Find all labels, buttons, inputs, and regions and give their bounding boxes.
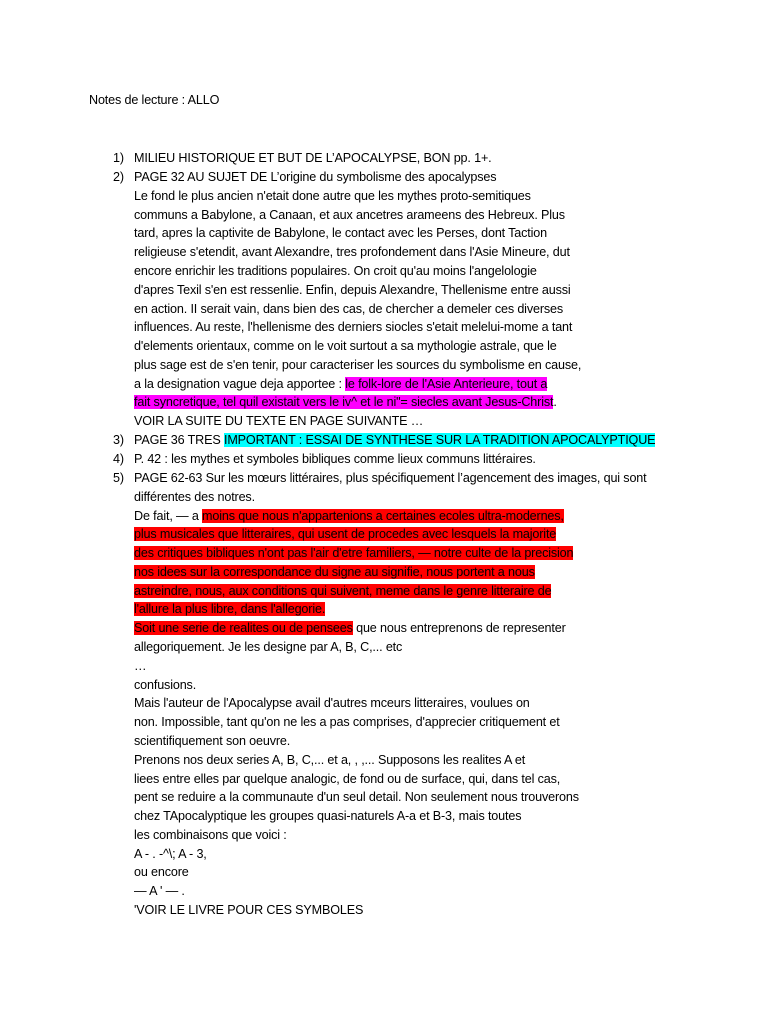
quote-line-highlighted — [134, 600, 325, 619]
ellipsis-line: … — [134, 659, 147, 673]
list-number-5: 5) — [113, 471, 124, 485]
quote-line: d'elements orientaux, comme on le voit surtout a sa mythologie astrale, que le — [134, 339, 557, 353]
list-number-4: 4) — [113, 452, 124, 466]
quote-text: De fait, — a — [134, 509, 203, 523]
quote-line-highlighted — [134, 375, 547, 394]
quote-text: que nous entreprenons de representer — [352, 621, 566, 635]
list-number-1: 1) — [113, 151, 124, 165]
quote-line: Le fond le plus ancien n'etait done autre que les mythes proto-semitiques — [134, 189, 531, 203]
document-title: Notes de lecture : ALLO — [89, 93, 220, 107]
quote-line: confusions. — [134, 678, 197, 692]
list-item-1-text: MILIEU HISTORIQUE ET BUT DE L’APOCALYPSE, BON pp. 1+. — [134, 151, 492, 165]
quote-line: religieuse s'etendit, avant Alexandre, tres profondement dans l'Asie Mineure, dut — [134, 245, 570, 259]
quote-line-highlighted — [134, 582, 551, 601]
magenta-highlight: fait syncretique, tel quil existait vers le iv^ et le ni"= siecles avant Jesus-Christ — [134, 395, 554, 409]
quote-line-highlighted — [134, 393, 557, 412]
red-highlight: Soit une serie de realites ou de pensees — [134, 621, 353, 635]
quote-text: a la designation vague deja apportee : — [134, 377, 346, 391]
red-highlight: moins que nous n'appartenions a certaines ecoles ultra-modernes, — [202, 509, 564, 523]
list-item-5-heading: PAGE 62-63 Sur les mœurs littéraires, plus spécifiquement l’agencement des images, qui sont — [134, 471, 647, 485]
quote-line: allegoriquement. Je les designe par A, B, C,... etc — [134, 640, 403, 654]
list-number-3: 3) — [113, 433, 124, 447]
quote-line: plus sage est de s'en tenir, pour caracteriser les sources du symbolisme en cause, — [134, 358, 582, 372]
quote-line: influences. Au reste, l'hellenisme des derniers siocles s'etait melelui-mome a tant — [134, 320, 573, 334]
quote-text: . — [553, 395, 557, 409]
quote-line: scientifiquement son oeuvre. — [134, 734, 291, 748]
quote-line: ou encore — [134, 865, 189, 879]
quote-line: Mais l'auteur de l'Apocalypse avail d'autres mceurs litteraires, voulues on — [134, 696, 530, 710]
closing-note: 'VOIR LE LIVRE POUR CES SYMBOLES — [134, 903, 364, 917]
quote-line: chez TApocalyptique les groupes quasi-naturels A-a et B-3, mais toutes — [134, 809, 522, 823]
quote-line: communs a Babylone, a Canaan, et aux ancetres arameens des Hebreux. Plus — [134, 208, 565, 222]
quote-line: liees entre elles par quelque analogic, de fond ou de surface, qui, dans tel cas, — [134, 772, 561, 786]
magenta-highlight: le folk-lore de l'Asie Anterieure, tout a — [345, 377, 548, 391]
red-highlight: des critiques bibliques n'ont pas l'air d'etre familiers, — notre culte de la precision — [134, 546, 574, 560]
red-highlight: l'allure la plus libre, dans l'allegorie. — [134, 602, 326, 616]
red-highlight: nos idees sur la correspondance du signe au signifie, nous portent a nous — [134, 565, 535, 579]
list-item-5-heading-cont: différentes des notres. — [134, 490, 255, 504]
quote-line: en action. II serait vain, dans bien des cas, de chercher a demeler ces diverses — [134, 302, 564, 316]
quote-line-highlighted — [134, 507, 564, 526]
quote-line-highlighted — [134, 544, 573, 563]
list-number-2: 2) — [113, 170, 124, 184]
quote-line-highlighted — [134, 525, 556, 544]
red-highlight: astreindre, nous, aux conditions qui suivent, meme dans le genre litteraire de — [134, 584, 552, 598]
quote-line: pent se reduire a la communaute d'un seul detail. Non seulement nous trouverons — [134, 790, 579, 804]
red-highlight: plus musicales que litteraires, qui usent de procedes avec lesquels la majorite — [134, 527, 557, 541]
quote-line: — A ' — . — [134, 884, 185, 898]
quote-line: non. Impossible, tant qu'on ne les a pas comprises, d'apprecier critiquement et — [134, 715, 560, 729]
list-item-4-text: P. 42 : les mythes et symboles bibliques comme lieux communs littéraires. — [134, 452, 536, 466]
quote-line: Prenons nos deux series A, B, C,... et a, , ,... Supposons les realites A et — [134, 753, 526, 767]
list-item-3-text — [134, 431, 655, 450]
cyan-highlight: IMPORTANT : ESSAI DE SYNTHESE SUR LA TRADITION APOCALYPTIQUE — [223, 433, 656, 447]
quote-line: encore enrichir les traditions populaires. On croit qu'au moins l'angelologie — [134, 264, 537, 278]
quote-line: les combinaisons que voici : — [134, 828, 287, 842]
list-item-2-heading: PAGE 32 AU SUJET DE L’origine du symbolisme des apocalypses — [134, 170, 497, 184]
item-3-prefix: PAGE 36 TRES — [134, 433, 224, 447]
quote-line: A - . -^\; A - 3, — [134, 847, 207, 861]
quote-line-highlighted — [134, 619, 566, 638]
quote-line: d'apres Texil s'en est ressenlie. Enfin, depuis Alexandre, Thellenisme entre aussi — [134, 283, 571, 297]
continuation-note: VOIR LA SUITE DU TEXTE EN PAGE SUIVANTE … — [134, 414, 424, 428]
quote-line: tard, apres la captivite de Babylone, le contact avec les Perses, dont Taction — [134, 226, 548, 240]
quote-line-highlighted — [134, 563, 535, 582]
